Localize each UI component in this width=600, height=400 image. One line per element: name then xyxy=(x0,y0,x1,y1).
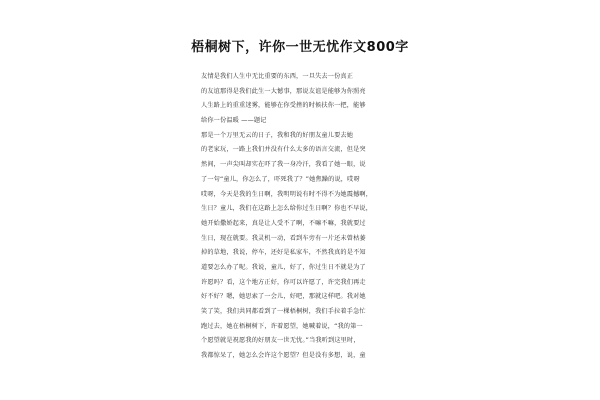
text-line: 生日，现在就要。我灵机一动，看到车旁有一片还未曾枯萎 xyxy=(201,234,366,242)
text-line: 然间，一声尖叫却实在吓了我一身冷汗，我看了她一眼，说 xyxy=(201,161,366,169)
document-title: 梧桐树下，许你一世无忧作文800字 xyxy=(191,40,409,55)
text-line: 笑了笑，我们共同都看到了一棵梧桐树，我们手拉着手急忙 xyxy=(201,308,366,315)
text-line: 跑过去，她在梧桐树下，许着愿望，她喊着说，“我的第一 xyxy=(201,322,363,330)
text-line: 个愿望就是祝愿我的好朋友一世无忧。”当我听到这里时， xyxy=(201,337,360,345)
text-line: 我都惊呆了，她怎么会许这个愿望？但是没有多想，说，童 xyxy=(201,352,366,360)
text-line: 的友谊那得是我们此生一大憾事，那说友谊是能够为你照亮 xyxy=(201,87,366,95)
text-line: 的老家玩，一路上我们并没有什么太多的语言交流，但是突 xyxy=(201,146,366,154)
text-line: 生日？童儿，我们在这路上怎么给你过生日啊？你也不早说， xyxy=(201,205,373,213)
text-line: 许愿吗？看，这个地方正好，你可以许愿了，许完我们再走 xyxy=(201,278,366,286)
text-line: 了一句“童儿，你怎么了，吓死我了？”她焦躁的说，哎呀 xyxy=(201,175,360,183)
text-line: 人生路上的重重迷雾，能够在你受挫的时候扶你一把，能够 xyxy=(201,102,366,110)
text-line: 给你一份温暖 ——题记 xyxy=(201,117,267,125)
text-line: 她开始撒娇起来，真是让人受不了啊，不嘛不嘛，我就要过 xyxy=(201,219,366,227)
text-line: 好不好？嗯，她思索了一会儿，好吧，那就这样吧。我对她 xyxy=(201,293,366,301)
text-line: 道要怎么办了呢。我说，童儿，好了，你过生日不就是为了 xyxy=(201,263,366,271)
text-line: 那是一个万里无云的日子，我和我的好朋友童儿要去她 xyxy=(201,131,354,139)
text-line: 友情是我们人生中无比重要的东西，一旦失去一份真正 xyxy=(201,73,354,80)
text-line: 掉的草地，我说，停车，还好是私家车，不然我真的是不知 xyxy=(201,249,366,257)
document-body xyxy=(201,70,401,364)
text-line: 哎呀，今天是我的生日啊，我明明说有时不得不为她震撼啊， xyxy=(201,190,373,198)
